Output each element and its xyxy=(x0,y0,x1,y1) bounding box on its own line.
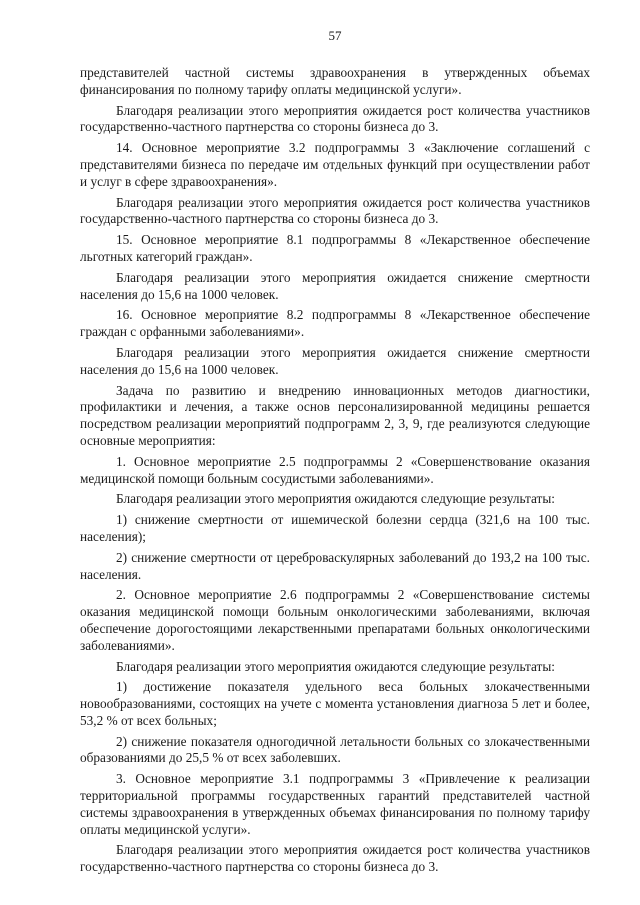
paragraph: 2. Основное мероприятие 2.6 подпрограммы 2 «Совершенствование системы оказания медицинской помощи больным онкологическими заболеваниями, включая обеспечение дорогостоящими лекарственными препаратами больных онкологическими заболеваниями». xyxy=(80,587,590,653)
paragraph: Благодаря реализации этого мероприятия ожидается снижение смертности населения до 15,6 на 1000 человек. xyxy=(80,269,590,302)
paragraph: 2) снижение показателя одногодичной летальности больных со злокачественными образованиями до 25,5 % от всех заболевших. xyxy=(80,733,590,766)
paragraph: 1. Основное мероприятие 2.5 подпрограммы 2 «Совершенствование оказания медицинской помощи больным сосудистыми заболеваниями». xyxy=(80,453,590,486)
paragraph: Задача по развитию и внедрению инновационных методов диагностики, профилактики и лечения, а также основ персонализированной медицины решается посредством реализации мероприятий подпрограмм 2, 3, 9, где реализуются следующие основные мероприятия: xyxy=(80,382,590,448)
paragraph: 3. Основное мероприятие 3.1 подпрограммы 3 «Привлечение к реализации территориальной программы государственных гарантий представителей частной системы здравоохранения в утвержденных объемах финансирования по полному тарифу оплаты медицинской услуги». xyxy=(80,771,590,837)
paragraph: 1) снижение смертности от ишемической болезни сердца (321,6 на 100 тыс. населения); xyxy=(80,512,590,544)
paragraph: 14. Основное мероприятие 3.2 подпрограммы 3 «Заключение соглашений с представителями бизнеса по передаче им отдельных функций при осуществлении работ и услуг в сфере здравоохранения». xyxy=(80,140,590,189)
paragraph: 16. Основное мероприятие 8.2 подпрограммы 8 «Лекарственное обеспечение граждан с орфанными заболеваниями». xyxy=(80,307,590,340)
paragraph: 2) снижение смертности от цереброваскулярных заболеваний до 193,2 на 100 тыс. населения. xyxy=(80,549,590,582)
paragraph: представителей частной системы здравоохранения в утвержденных объемах финансирования по полному тарифу оплаты медицинской услуги». xyxy=(80,65,590,97)
paragraph: Благодаря реализации этого мероприятия ожидаются следующие результаты: xyxy=(116,491,555,507)
paragraph: 15. Основное мероприятие 8.1 подпрограммы 8 «Лекарственное обеспечение льготных категорий граждан». xyxy=(80,232,590,264)
paragraph: Благодаря реализации этого мероприятия ожидается рост количества участников государственно-частного партнерства со стороны бизнеса до 3. xyxy=(80,194,590,227)
page-number: 57 xyxy=(328,28,342,43)
paragraph: Благодаря реализации этого мероприятия ожидается снижение смертности населения до 15,6 на 1000 человек. xyxy=(80,344,590,377)
document-body xyxy=(80,65,590,876)
paragraph: Благодаря реализации этого мероприятия ожидается рост количества участников государственно-частного партнерства со стороны бизнеса до 3. xyxy=(80,102,590,135)
paragraph: Благодаря реализации этого мероприятия ожидаются следующие результаты: xyxy=(116,658,555,674)
paragraph: Благодаря реализации этого мероприятия ожидается рост количества участников государственно-частного партнерства со стороны бизнеса до 3. xyxy=(80,842,590,875)
document-page xyxy=(80,28,590,880)
paragraph: 1) достижение показателя удельного веса больных злокачественными новообразованиями, состоящих на учете с момента установления диагноза 5 лет и более, 53,2 % от всех больных; xyxy=(80,679,590,728)
